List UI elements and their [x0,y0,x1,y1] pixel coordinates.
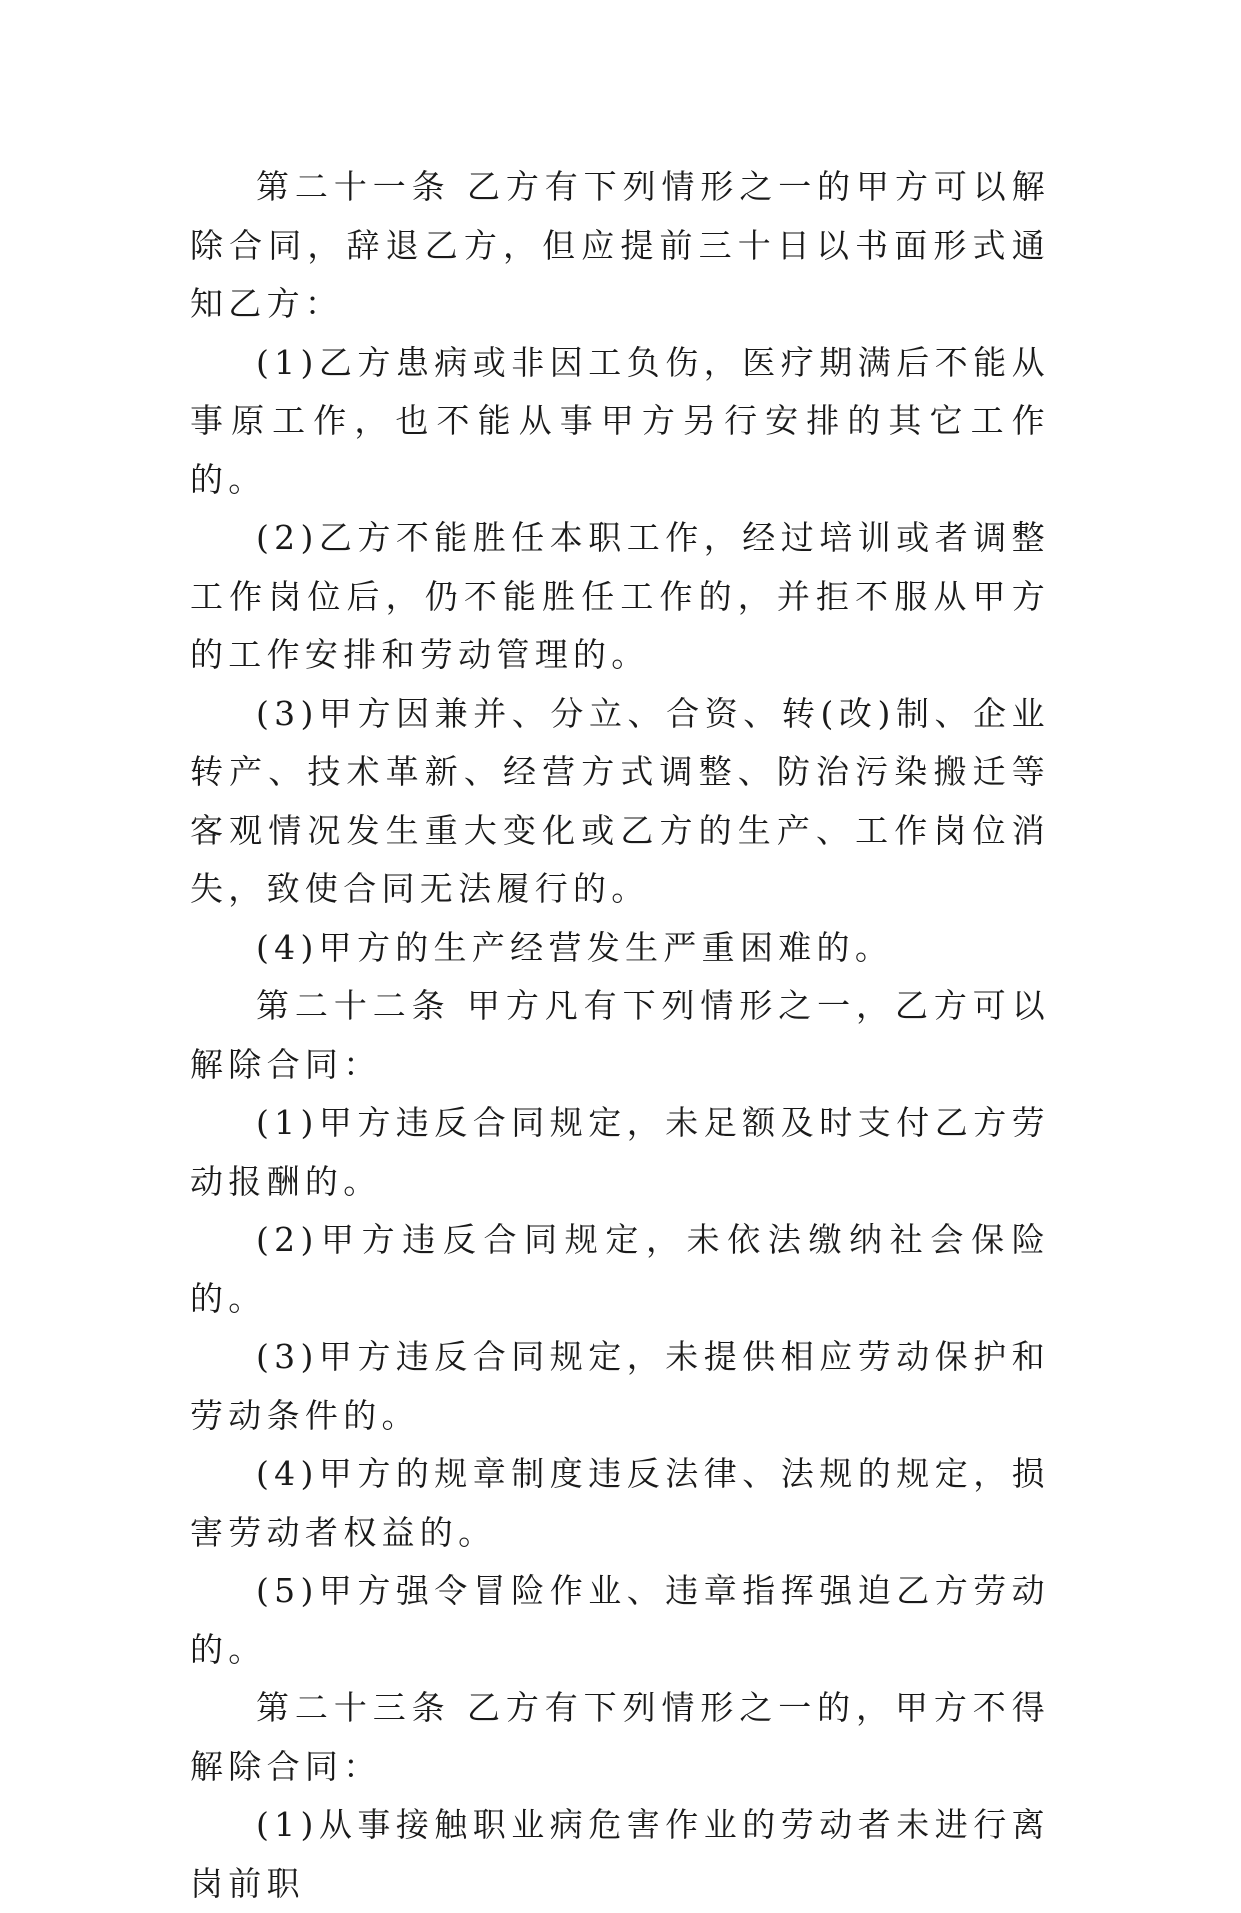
article-21-paragraph: 第二十一条 乙方有下列情形之一的甲方可以解除合同，辞退乙方，但应提前三十日以书面形式通知乙方： [190,167,1050,323]
article-22-item-4: (4)甲方的规章制度违反法律、法规的规定，损害劳动者权益的。 [190,1454,1050,1552]
article-22-item-3: (3)甲方违反合同规定，未提供相应劳动保护和劳动条件的。 [190,1337,1050,1435]
article-23-paragraph: 第二十三条 乙方有下列情形之一的，甲方不得解除合同： [190,1688,1050,1786]
article-21-item-2: (2)乙方不能胜任本职工作，经过培训或者调整工作岗位后，仍不能胜任工作的，并拒不服从甲方的工作安排和劳动管理的。 [190,518,1050,674]
article-21-item-4: (4)甲方的生产经营发生严重困难的。 [256,927,894,967]
document-body [190,158,1050,1913]
article-21-item-1: (1)乙方患病或非因工负伤，医疗期满后不能从事原工作，也不能从事甲方另行安排的其它工作的。 [190,342,1050,499]
article-22-item-1: (1)甲方违反合同规定，未足额及时支付乙方劳动报酬的。 [190,1103,1050,1201]
article-22-item-5: (5)甲方强令冒险作业、违章指挥强迫乙方劳动的。 [190,1571,1050,1669]
article-23-item-1: (1)从事接触职业病危害作业的劳动者未进行离岗前职 [190,1805,1050,1903]
article-22-paragraph: 第二十二条 甲方凡有下列情形之一，乙方可以解除合同： [190,986,1050,1084]
article-21-item-3: (3)甲方因兼并、分立、合资、转(改)制、企业转产、技术革新、经营方式调整、防治污染搬迁等客观情况发生重大变化或乙方的生产、工作岗位消失，致使合同无法履行的。 [190,693,1050,908]
article-22-item-2: (2)甲方违反合同规定，未依法缴纳社会保险的。 [190,1220,1050,1318]
